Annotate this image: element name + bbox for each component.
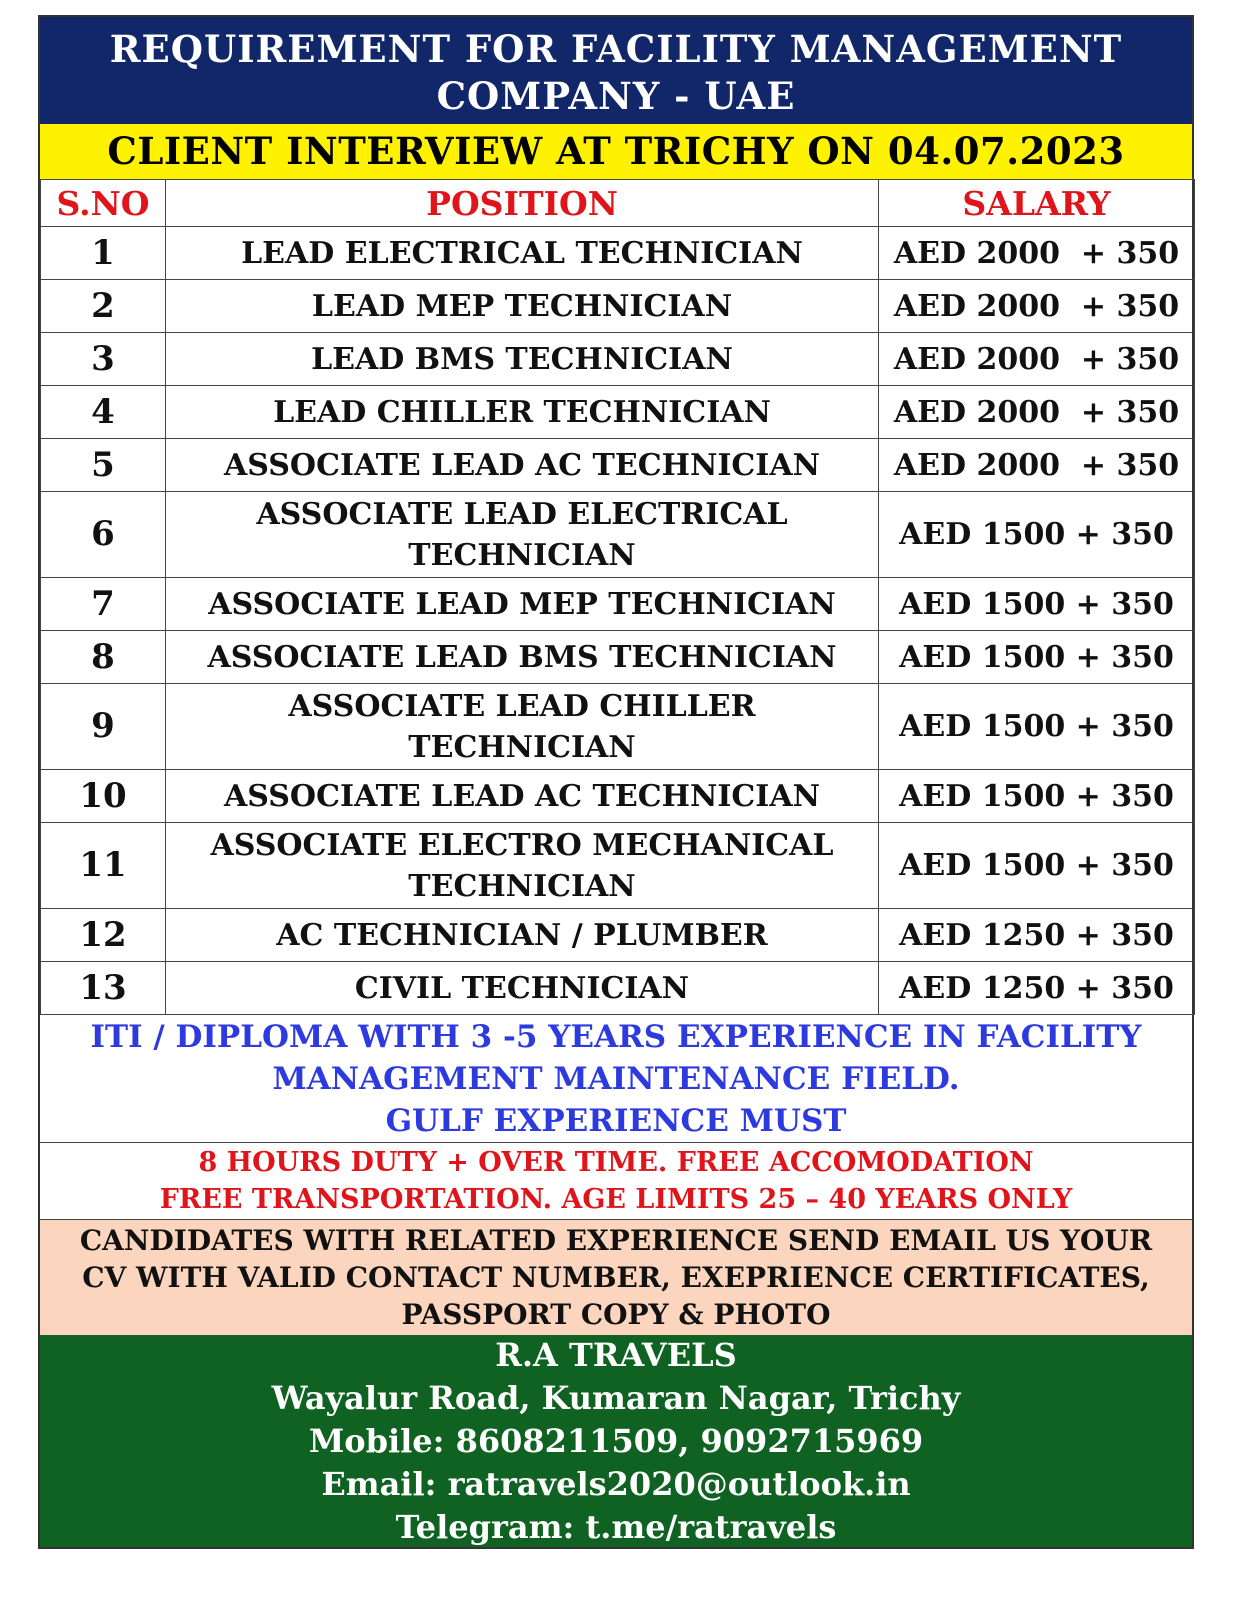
requirements-section	[40, 1015, 1192, 1143]
row-number: 5	[41, 439, 166, 492]
position-title: LEAD MEP TECHNICIAN	[311, 288, 733, 324]
position-cell	[166, 823, 879, 909]
table-row	[41, 492, 1195, 578]
apply-line-2: CV WITH VALID CONTACT NUMBER, EXEPRIENCE CERTIFICATES,	[82, 1261, 1150, 1294]
apply-line-3: PASSPORT COPY & PHOTO	[401, 1298, 831, 1331]
position-cell	[166, 227, 879, 280]
contact-section	[40, 1335, 1192, 1547]
position-title: TECHNICIAN	[408, 868, 636, 904]
row-number: 2	[41, 280, 166, 333]
position-title: ASSOCIATE LEAD AC TECHNICIAN	[223, 447, 821, 483]
salary-cell: AED 1500 + 350	[879, 823, 1195, 909]
salary-cell: AED 2000 + 350	[879, 280, 1195, 333]
interview-text: CLIENT INTERVIEW AT TRICHY ON 04.07.2023	[107, 129, 1125, 173]
salary-cell: AED 2000 + 350	[879, 439, 1195, 492]
position-cell	[166, 578, 879, 631]
salary-header: SALARY	[879, 180, 1195, 227]
positions-table	[40, 179, 1195, 1015]
table-row	[41, 333, 1195, 386]
telegram-link: Telegram: t.me/ratravels	[395, 1507, 837, 1546]
position-title: ASSOCIATE LEAD AC TECHNICIAN	[223, 778, 821, 814]
position-title: LEAD ELECTRICAL TECHNICIAN	[241, 235, 803, 271]
mobile-numbers: Mobile: 8608211509, 9092715969	[308, 1421, 924, 1460]
table-row	[41, 439, 1195, 492]
row-number: 12	[41, 909, 166, 962]
position-cell	[166, 333, 879, 386]
position-title: AC TECHNICIAN / PLUMBER	[276, 917, 768, 953]
salary-cell: AED 1500 + 350	[879, 684, 1195, 770]
benefit-line-1: 8 HOURS DUTY + OVER TIME. FREE ACCOMODATION	[198, 1147, 1034, 1178]
position-title: TECHNICIAN	[408, 537, 636, 573]
salary-cell: AED 2000 + 350	[879, 333, 1195, 386]
row-number: 10	[41, 770, 166, 823]
table-row	[41, 823, 1195, 909]
position-cell	[166, 909, 879, 962]
salary-cell: AED 2000 + 350	[879, 386, 1195, 439]
row-number: 4	[41, 386, 166, 439]
position-title: CIVIL TECHNICIAN	[354, 970, 690, 1006]
row-number: 8	[41, 631, 166, 684]
table-header-row	[41, 180, 1195, 227]
salary-cell: AED 1250 + 350	[879, 962, 1195, 1015]
interview-banner	[40, 124, 1192, 179]
position-title: TECHNICIAN	[408, 729, 636, 765]
position-cell	[166, 386, 879, 439]
position-title: LEAD BMS TECHNICIAN	[311, 341, 733, 377]
table-row	[41, 227, 1195, 280]
position-title: LEAD CHILLER TECHNICIAN	[273, 394, 771, 430]
position-cell	[166, 439, 879, 492]
position-title: ASSOCIATE LEAD CHILLER	[288, 688, 756, 724]
salary-cell: AED 2000 + 350	[879, 227, 1195, 280]
table-row	[41, 909, 1195, 962]
table-row	[41, 770, 1195, 823]
title-line-2: COMPANY - UAE	[436, 73, 796, 118]
table-row	[41, 280, 1195, 333]
salary-cell: AED 1250 + 350	[879, 909, 1195, 962]
salary-cell: AED 1500 + 350	[879, 631, 1195, 684]
benefit-line-2: FREE TRANSPORTATION. AGE LIMITS 25 – 40 YEARS ONLY	[159, 1184, 1073, 1215]
row-number: 3	[41, 333, 166, 386]
position-cell	[166, 280, 879, 333]
sno-header: S.NO	[41, 180, 166, 227]
table-row	[41, 631, 1195, 684]
table-row	[41, 386, 1195, 439]
position-cell	[166, 492, 879, 578]
position-cell	[166, 684, 879, 770]
requirement-line-3: GULF EXPERIENCE MUST	[385, 1102, 847, 1139]
row-number: 11	[41, 823, 166, 909]
apply-instructions	[40, 1220, 1192, 1335]
requirement-line-2: MANAGEMENT MAINTENANCE FIELD.	[272, 1060, 960, 1097]
position-cell	[166, 631, 879, 684]
row-number: 9	[41, 684, 166, 770]
position-title: ASSOCIATE LEAD BMS TECHNICIAN	[207, 639, 837, 675]
row-number: 13	[41, 962, 166, 1015]
position-header: POSITION	[166, 180, 879, 227]
benefits-section	[40, 1143, 1192, 1220]
salary-cell: AED 1500 + 350	[879, 578, 1195, 631]
salary-cell: AED 1500 + 350	[879, 492, 1195, 578]
apply-line-1: CANDIDATES WITH RELATED EXPERIENCE SEND EMAIL US YOUR	[79, 1224, 1153, 1257]
position-title: ASSOCIATE LEAD MEP TECHNICIAN	[208, 586, 836, 622]
table-row	[41, 962, 1195, 1015]
title-banner	[40, 17, 1192, 124]
requirement-line-1: ITI / DIPLOMA WITH 3 -5 YEARS EXPERIENCE IN FACILITY	[90, 1018, 1142, 1055]
position-title: ASSOCIATE LEAD ELECTRICAL	[256, 496, 788, 532]
title-line-1: REQUIREMENT FOR FACILITY MANAGEMENT	[109, 26, 1123, 71]
salary-cell: AED 1500 + 350	[879, 770, 1195, 823]
job-advertisement	[38, 15, 1194, 1549]
email-address: Email: ratravels2020@outlook.in	[321, 1464, 911, 1503]
position-title: ASSOCIATE ELECTRO MECHANICAL	[210, 827, 834, 863]
row-number: 6	[41, 492, 166, 578]
company-name: R.A TRAVELS	[495, 1335, 737, 1374]
row-number: 7	[41, 578, 166, 631]
position-cell	[166, 770, 879, 823]
position-cell	[166, 962, 879, 1015]
table-row	[41, 684, 1195, 770]
row-number: 1	[41, 227, 166, 280]
table-row	[41, 578, 1195, 631]
company-address: Wayalur Road, Kumaran Nagar, Trichy	[271, 1378, 961, 1417]
